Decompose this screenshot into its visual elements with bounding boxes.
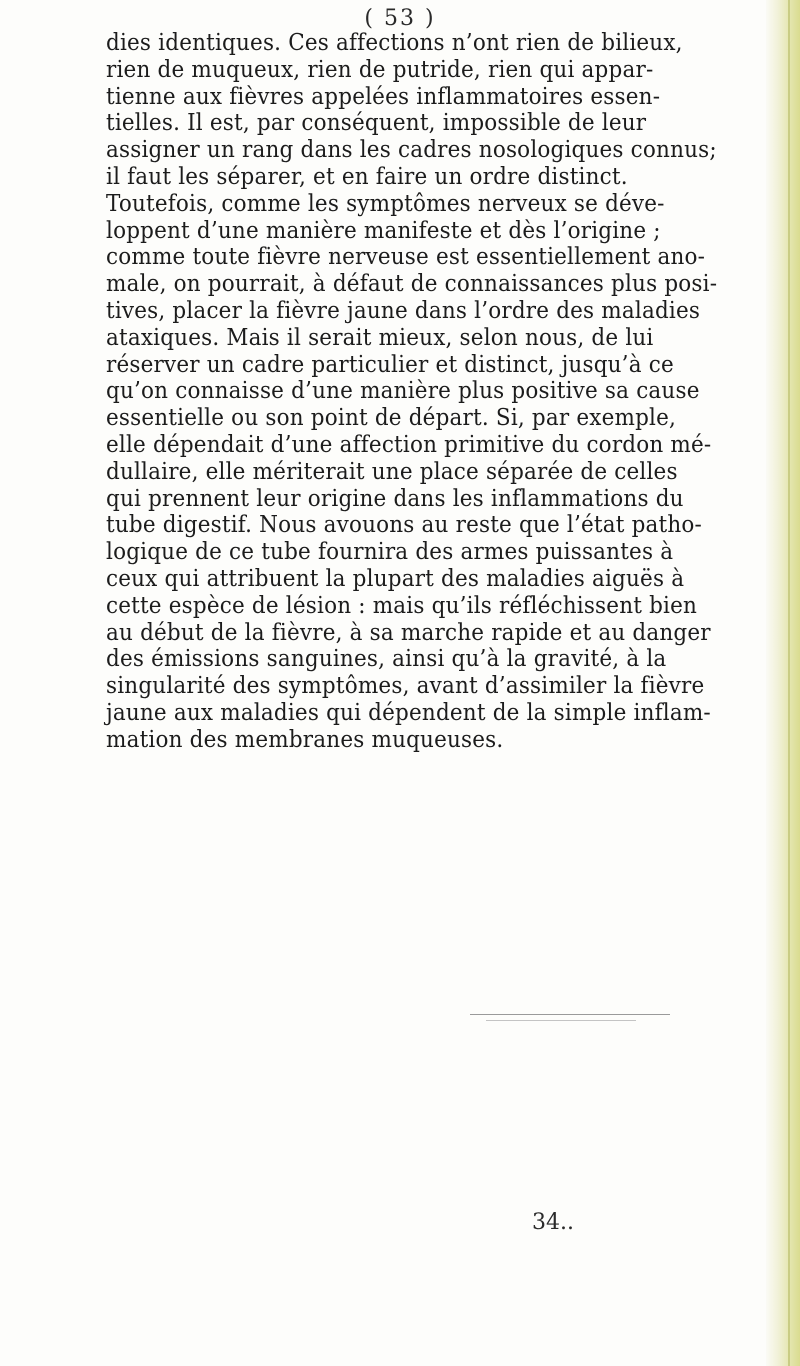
text-line: Toutefois, comme les symptômes nerveux se déve- bbox=[106, 190, 665, 217]
text-line: logique de ce tube fournira des armes puissantes à bbox=[106, 539, 674, 566]
text-line: tielles. Il est, par conséquent, impossible de leur bbox=[106, 110, 647, 137]
body-text bbox=[106, 30, 796, 754]
text-line: dies identiques. Ces affections n’ont rien de bilieux, bbox=[106, 30, 683, 56]
text-line: loppent d’une manière manifeste et dès l’origine ; bbox=[106, 217, 661, 244]
text-line: male, on pourrait, à défaut de connaissances plus posi- bbox=[106, 271, 718, 298]
text-line: tives, placer la fièvre jaune dans l’ordre des maladies bbox=[106, 297, 701, 324]
signature-mark: 34.. bbox=[532, 1210, 574, 1235]
text-line: au début de la fièvre, à sa marche rapide et au danger bbox=[106, 619, 711, 646]
text-line: rien de muqueux, rien de putride, rien qui appar- bbox=[106, 56, 654, 83]
text-line: il faut les séparer, et en faire un ordre distinct. bbox=[106, 163, 628, 190]
text-line: qu’on connaisse d’une manière plus positive sa cause bbox=[106, 378, 700, 405]
text-line: assigner un rang dans les cadres nosologiques connus; bbox=[106, 137, 717, 164]
text-line: mation des membranes muqueuses. bbox=[106, 726, 504, 753]
page-edge-line bbox=[788, 0, 790, 1366]
text-line: tube digestif. Nous avouons au reste que l’état patho- bbox=[106, 512, 703, 539]
page-number: ( 53 ) bbox=[364, 6, 436, 31]
text-line: cette espèce de lésion : mais qu’ils réfléchissent bien bbox=[106, 592, 698, 619]
text-line: ceux qui attribuent la plupart des maladies aiguës à bbox=[106, 565, 685, 592]
text-line: singularité des symptômes, avant d’assimiler la fièvre bbox=[106, 673, 705, 700]
text-line: dullaire, elle mériterait une place séparée de celles bbox=[106, 458, 678, 485]
page-edge bbox=[766, 0, 800, 1366]
text-line: comme toute fièvre nerveuse est essentiellement ano- bbox=[106, 244, 706, 271]
end-rule-secondary bbox=[486, 1020, 636, 1021]
text-line: ataxiques. Mais il serait mieux, selon nous, de lui bbox=[106, 324, 654, 351]
text-line: des émissions sanguines, ainsi qu’à la gravité, à la bbox=[106, 646, 667, 673]
text-line: essentielle ou son point de départ. Si, par exemple, bbox=[106, 405, 677, 432]
text-line: qui prennent leur origine dans les inflammations du bbox=[106, 485, 684, 512]
text-line: jaune aux maladies qui dépendent de la simple inflam- bbox=[106, 699, 711, 726]
end-rule bbox=[470, 1014, 670, 1015]
text-line: réserver un cadre particulier et distinct, jusqu’à ce bbox=[106, 351, 674, 378]
text-line: elle dépendait d’une affection primitive du cordon mé- bbox=[106, 431, 712, 458]
text-line: tienne aux fièvres appelées inflammatoires essen- bbox=[106, 83, 661, 110]
